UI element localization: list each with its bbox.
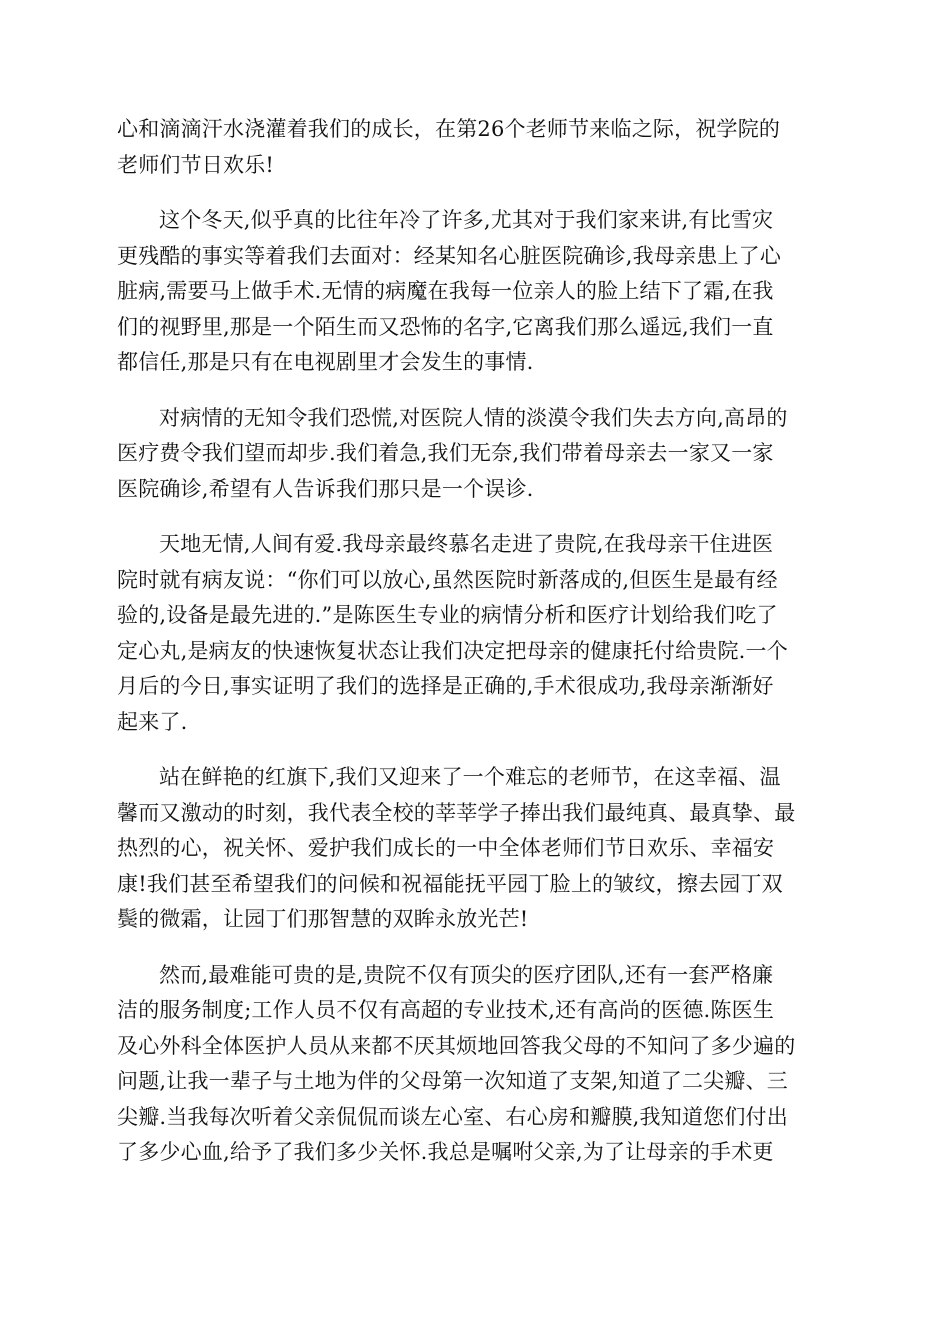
text-line: 鬓的微霜，让园丁们那智慧的双眸永放光芒! <box>117 907 529 931</box>
text-line: 定心丸,是病友的快速恢复状态让我们决定把母亲的健康托付给贵院.一个 <box>117 638 788 663</box>
text-line: 医院确诊,希望有人告诉我们那只是一个误诊. <box>117 476 534 501</box>
text-line: 然而,最难能可贵的是,贵院不仅有顶尖的医疗团队,还有一套严格廉 <box>159 962 774 987</box>
paragraph <box>117 958 833 1171</box>
paragraph <box>117 401 833 508</box>
text-line: 热烈的心，祝关怀、爱护我们成长的一中全体老师们节日欢乐、幸福安 <box>117 836 775 860</box>
text-line: 馨而又激动的时刻，我代表全校的莘莘学子捧出我们最纯真、最真挚、最 <box>117 800 796 825</box>
text-line: 老师们节日欢乐! <box>117 152 275 177</box>
text-line: 们的视野里,那是一个陌生而又恐怖的名字,它离我们那么遥远,我们一直 <box>117 314 774 339</box>
text-line: 站在鲜艳的红旗下,我们又迎来了一个难忘的老师节，在这幸福、温 <box>159 765 781 789</box>
document-page <box>117 112 833 1191</box>
text-line: 月后的今日,事实证明了我们的选择是正确的,手术很成功,我母亲渐渐好 <box>117 674 774 698</box>
text-line: 天地无情,人间有爱.我母亲最终慕名走进了贵院,在我母亲干住进医 <box>159 532 774 556</box>
paragraph <box>117 203 833 381</box>
text-line: 起来了. <box>117 709 188 734</box>
text-line: 及心外科全体医护人员从来都不厌其烦地回答我父母的不知问了多少遍的 <box>117 1033 796 1058</box>
document-body <box>117 112 833 1171</box>
text-line: 脏病,需要马上做手术.无情的病魔在我每一位亲人的脸上结下了霜,在我 <box>117 279 774 303</box>
text-line: 院时就有病友说：“你们可以放心,虽然医院时新落成的,但医生是最有经 <box>117 567 778 592</box>
text-line: 心和滴滴汗水浇灌着我们的成长，在第26个老师节来临之际，祝学院的 <box>117 117 781 141</box>
text-line: 医疗费令我们望而却步.我们着急,我们无奈,我们带着母亲去一家又一家 <box>117 441 774 465</box>
text-line: 都信任,那是只有在电视剧里才会发生的事情. <box>117 350 534 374</box>
text-line: 验的,设备是最先进的.”是陈医生专业的病情分析和医疗计划给我们吃了 <box>117 603 778 627</box>
paragraph <box>117 760 833 938</box>
paragraph <box>117 527 833 740</box>
text-line: 问题,让我一辈子与土地为伴的父母第一次知道了支架,知道了二尖瓣、三 <box>117 1069 788 1093</box>
text-line: 更残酷的事实等着我们去面对：经某知名心脏医院确诊,我母亲患上了心 <box>117 243 782 268</box>
text-line: 康!我们甚至希望我们的问候和祝福能抚平园丁脸上的皱纹，擦去园丁双 <box>117 871 783 896</box>
text-line: 尖瓣.当我每次听着父亲侃侃而谈左心室、右心房和瓣膜,我知道您们付出 <box>117 1104 788 1129</box>
paragraph <box>117 112 833 183</box>
text-line: 这个冬天,似乎真的比往年冷了许多,尤其对于我们家来讲,有比雪灾 <box>159 208 774 232</box>
text-line: 了多少心血,给予了我们多少关怀.我总是嘱咐父亲,为了让母亲的手术更 <box>117 1140 774 1164</box>
text-line: 洁的服务制度;工作人员不仅有高超的专业技术,还有高尚的医德.陈医生 <box>117 998 775 1022</box>
text-line: 对病情的无知令我们恐慌,对医院人情的淡漠令我们失去方向,高昂的 <box>159 405 788 430</box>
